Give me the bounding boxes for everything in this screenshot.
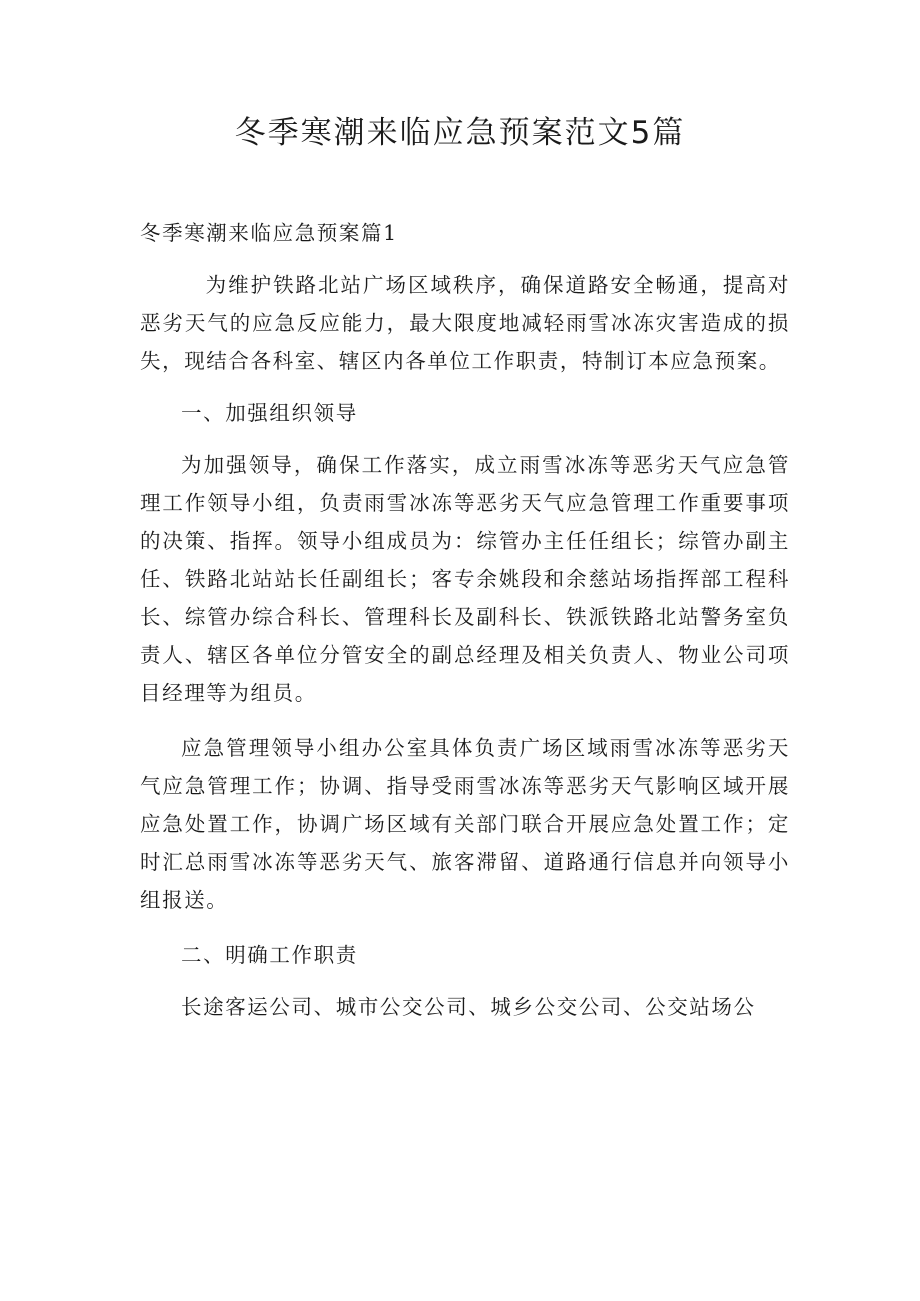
document-body [140,214,790,1026]
heading-organization: 一、加强组织领导 [181,401,358,425]
paragraph-leadership: 为加强领导，确保工作落实，成立雨雪冰冻等恶劣天气应急管理工作领导小组，负责雨雪冰冻等恶劣天气应急管理工作重要事项的决策、指挥。领导小组成员为：综管办主任任组长；综管办副主任、铁路北站站长任副组长；客专余姚段和余慈站场指挥部工程科长、综管办综合科长、管理科长及副科长、铁派铁路北站警务室负责人、辖区各单位分管安全的副总经理及相关负责人、物业公司项目经理等为组员。 [140,453,790,705]
paragraph-transport: 长途客运公司、城市公交公司、城乡公交公司、公交站场公 [181,995,756,1019]
paragraph-office-duties: 应急管理领导小组办公室具体负责广场区域雨雪冰冻等恶劣天气应急管理工作；协调、指导受雨雪冰冻等恶劣天气影响区域开展应急处置工作，协调广场区域有关部门联合开展应急处置工作；定时汇总雨雪冰冻等恶劣天气、旅客滞留、道路通行信息并向领导小组报送。 [140,736,790,912]
paragraph-intro: 为维护铁路北站广场区域秩序，确保道路安全畅通，提高对恶劣天气的应急反应能力，最大限度地减轻雨雪冰冻灾害造成的损失，现结合各科室、辖区内各单位工作职责，特制订本应急预案。 [140,273,790,373]
document-title: 冬季寒潮来临应急预案范文5篇 [234,115,686,151]
heading-responsibilities: 二、明确工作职责 [181,943,358,967]
section-subtitle: 冬季寒潮来临应急预案篇1 [140,221,398,245]
